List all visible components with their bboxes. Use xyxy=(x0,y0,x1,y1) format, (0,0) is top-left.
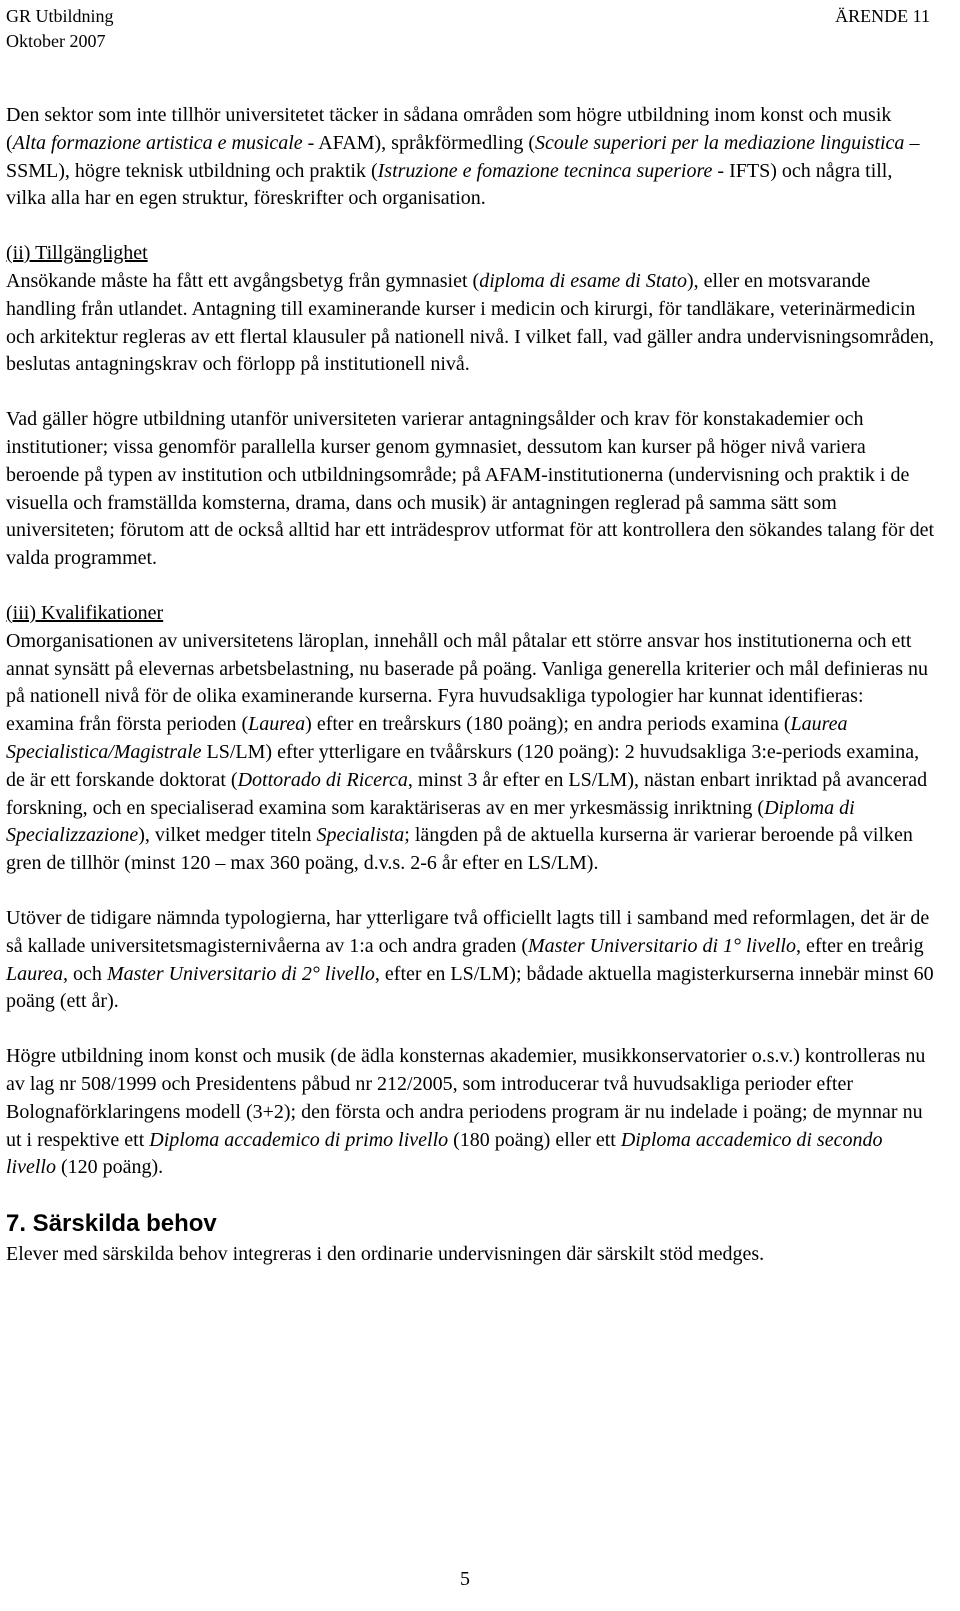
paragraph-outside-university: Vad gäller högre utbildning utanför universiteten varierar antagningsålder och krav för konstakademier och institutioner; vissa genomför parallella kurser genom gymnasiet, dessutom kan kurser på höger nivå variera beroende på typen av institution och utbildningsområde; på AFAM-institutionerna (undervisning och praktik i de visuella och framställda komsterna, drama, dans och musik) är antagningen reglerad på samma sätt som universiteten; förutom att de också alltid har ett inträdesprov utformat för att kontrollera den sökandes talang för det valda programmet. xyxy=(6,408,935,570)
header-case-number: ÄRENDE 11 xyxy=(835,6,930,26)
paragraph-sector: Den sektor som inte tillhör universitetet täcker in sådana områden som högre utbildning inom konst och musik (Alta formazione artistica e musicale - AFAM), språkförmedling (Scoule superiori per la mediazione linguistica – SSML), högre teknisk utbildning och praktik (Istruzione e fomazione tecninca superiore - IFTS) och några till, vilka alla har en egen struktur, föreskrifter och organisation. xyxy=(6,104,920,210)
document-body xyxy=(6,102,936,1269)
page-header xyxy=(6,0,930,60)
header-left xyxy=(6,4,114,54)
subheading-access: (ii) Tillgänglighet xyxy=(6,242,148,265)
paragraph-master-levels: Utöver de tidigare nämnda typologierna, har ytterligare två officiellt lagts till i samband med reformlagen, det är de så kallade universitetsmagisternivåerna av 1:a och andra graden (Master Universitario di 1° livello, efter en treårig Laurea, och Master Universitario di 2° livello, efter en LS/LM); bådade aktuella magisterkurserna innebär minst 60 poäng (ett år). xyxy=(6,906,934,1013)
header-date: Oktober 2007 xyxy=(6,31,106,51)
header-organization: GR Utbildning xyxy=(6,6,114,26)
section-qualifications: (iii) Kvalifikationer Omorganisationen av universitetens läroplan, innehåll och mål påtalar ett större ansvar hos institutionerna och ett annat synsätt på elevernas arbetsbelastning, nu baserade på poäng. Vanliga generella kriterier och mål definieras nu på nationell nivå för de olika examinerande kurserna. Fyra huvudsakliga typologier har kunnat identifieras: examina från första perioden (Laurea) efter en treårskurs (180 poäng); en andra periods examina (Laurea Specialistica/Magistrale LS/LM) efter ytterligare en tvåårskurs (120 poäng): 2 huvudsakliga 3:e-periods examina, de är ett forskande doktorat (Dottorado di Ricerca, minst 3 år efter en LS/LM), nästan enbart inriktad på avancerad forskning, och en specialiserad examina som karaktäriseras av en mer yrkesmässig inriktning (Diploma di Specializzazione), vilket medger titeln Specialista; längden på de aktuella kurserna är varierar beroende på vilken gren de tillhör (minst 120 – max 360 poäng, d.v.s. 2-6 år efter en LS/LM). xyxy=(6,600,936,878)
page-number: 5 xyxy=(460,1568,470,1590)
paragraph-arts-music: Högre utbildning inom konst och musik (de ädla konsternas akademier, musikkonservatorier o.s.v.) kontrolleras nu av lag nr 508/1999 och Presidentens påbud nr 212/2005, som introducerar två huvudsakliga perioder efter Bolognaförklaringens modell (3+2); den första och andra periodens program är nu indelade i poäng; de mynnar nu ut i respektive ett Diploma accademico di primo livello (180 poäng) eller ett Diploma accademico di secondo livello (120 poäng). xyxy=(6,1045,926,1179)
section-access: (ii) Tillgänglighet Ansökande måste ha fått ett avgångsbetyg från gymnasiet (diploma di esame di Stato), eller en motsvarande handling från utlandet. Antagning till examinerande kurser i medicin och kirurgi, för tandläkare, veterinärmedicin och arkitektur regleras av ett flertal klausuler på nationell nivå. I vilket fall, vad gäller andra undervisningsområden, beslutas antagningskrav och förlopp på institutionell nivå. xyxy=(6,242,934,376)
section-heading-special-needs: 7. Särskilda behov xyxy=(6,1210,217,1238)
subheading-qualifications: (iii) Kvalifikationer xyxy=(6,601,164,624)
paragraph-special-needs: Elever med särskilda behov integreras i den ordinarie undervisningen där särskilt stöd medges. xyxy=(6,1243,765,1266)
